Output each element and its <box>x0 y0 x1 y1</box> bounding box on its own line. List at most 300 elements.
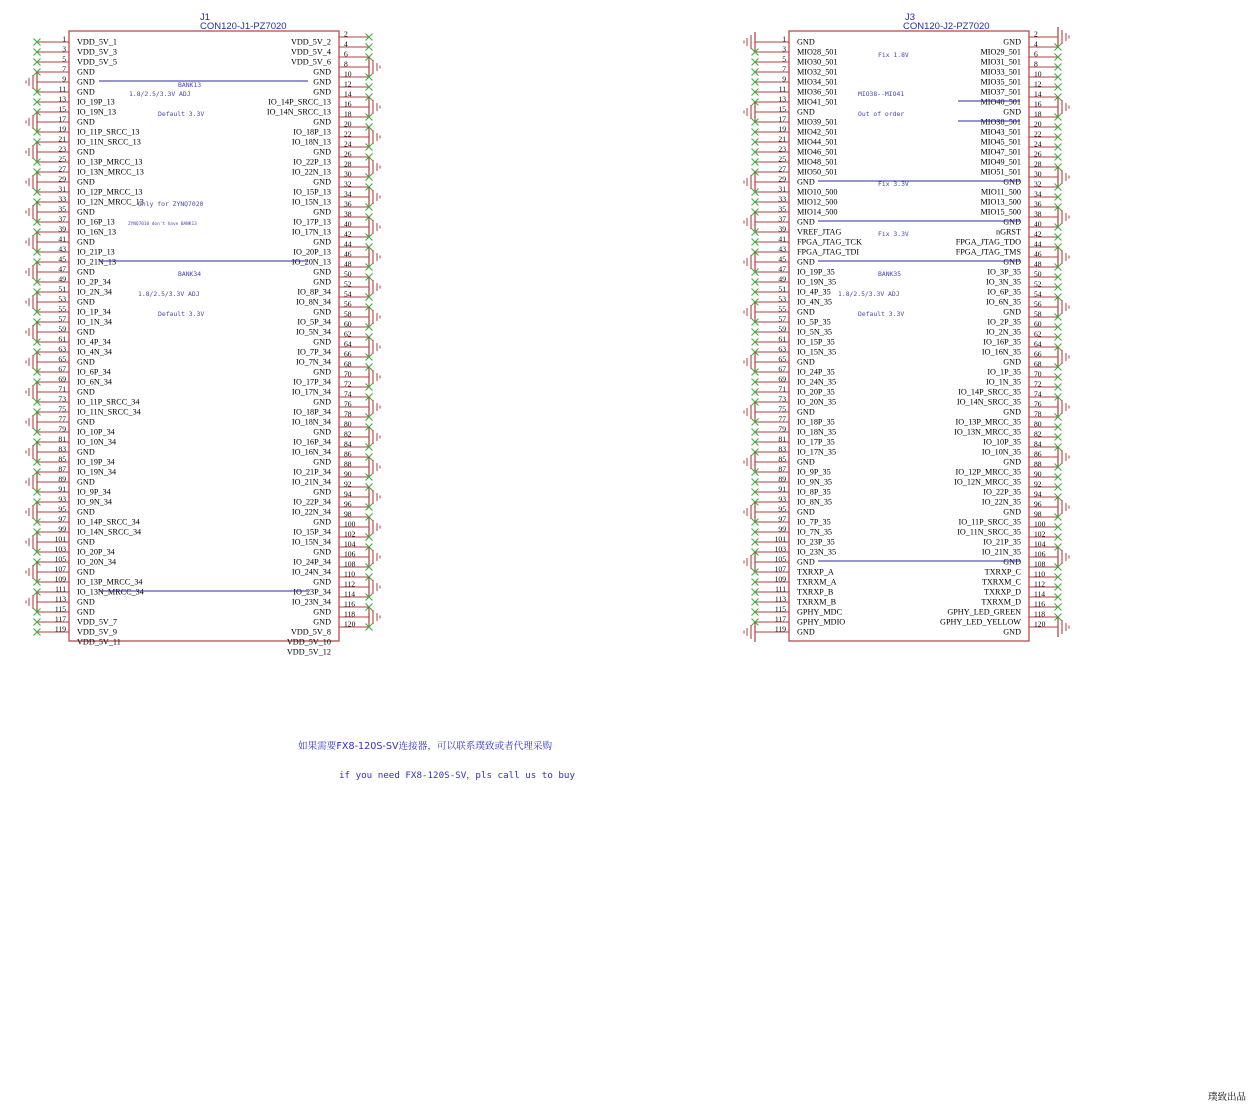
ground-icon <box>26 322 37 342</box>
pin-number: 8 <box>344 59 348 69</box>
pin-name: IO_13P_MRCC_34 <box>77 577 143 587</box>
pin-name: IO_5P_34 <box>297 317 331 327</box>
pin-number: 92 <box>344 479 352 489</box>
pin-number: 55 <box>58 304 66 314</box>
pin-number: 81 <box>778 434 786 444</box>
pin-name: GND <box>1003 557 1021 567</box>
pin-name: GND <box>77 267 95 277</box>
pin-name: IO_19P_13 <box>77 97 115 107</box>
pin-number: 55 <box>778 304 786 314</box>
pin-number: 60 <box>1034 319 1042 329</box>
pin-number: 68 <box>1034 359 1042 369</box>
pin-number: 96 <box>344 499 352 509</box>
pin-number: 89 <box>778 474 786 484</box>
pin-name: IO_2N_34 <box>77 287 113 297</box>
pin-number: 42 <box>1034 229 1042 239</box>
pin-name: VDD_5V_7 <box>77 617 118 627</box>
pin-row <box>34 275 111 287</box>
pin-name: VDD_5V_10 <box>286 637 331 647</box>
bank-label: BANK35 <box>878 270 902 278</box>
pin-number: 54 <box>344 289 352 299</box>
pin-name: GPHY_MDC <box>797 607 843 617</box>
pin-name: GND <box>313 457 331 467</box>
ground-icon <box>369 337 380 357</box>
pin-name: GPHY_LED_GREEN <box>947 607 1021 617</box>
pin-number: 61 <box>778 334 786 344</box>
pin-name: IO_17N_35 <box>797 447 837 457</box>
pin-name: IO_17P_34 <box>293 377 331 387</box>
pin-number: 9 <box>782 74 786 84</box>
pin-name: MIO50_501 <box>797 167 838 177</box>
pin-name: IO_20N_34 <box>77 557 117 567</box>
pin-number: 5 <box>782 54 786 64</box>
ground-icon <box>26 232 37 252</box>
pin-name: GND <box>313 617 331 627</box>
pin-number: 103 <box>774 544 786 554</box>
pin-number: 105 <box>774 554 786 564</box>
pin-number: 15 <box>778 104 786 114</box>
pin-name: GND <box>313 427 331 437</box>
pin-name: IO_22N_34 <box>291 507 331 517</box>
pin-name: GND <box>1003 307 1021 317</box>
j3-part-number: CON120-J2-PZ7020 <box>903 21 990 32</box>
pin-name: GND <box>77 77 95 87</box>
pin-number: 74 <box>1034 389 1042 399</box>
pin-number: 51 <box>778 284 786 294</box>
pin-number: 84 <box>344 439 352 449</box>
pin-name: IO_11N_SRCC_34 <box>77 407 141 417</box>
pin-number: 59 <box>778 324 786 334</box>
pin-name: GND <box>77 597 95 607</box>
pin-name: GND <box>77 207 95 217</box>
pin-name: MIO42_501 <box>797 127 838 137</box>
ground-icon <box>26 142 37 162</box>
pin-number: 93 <box>778 494 786 504</box>
pin-name: GPHY_MDIO <box>797 617 846 627</box>
pin-name: IO_23P_34 <box>293 587 331 597</box>
pin-number: 9 <box>62 74 66 84</box>
pin-number: 12 <box>1034 79 1042 89</box>
pin-row <box>293 367 380 387</box>
ground-icon <box>1058 97 1069 117</box>
pin-number: 101 <box>774 534 786 544</box>
pin-number: 106 <box>1034 549 1046 559</box>
voltage-note: Default 3.3V <box>158 310 205 318</box>
pin-number: 98 <box>344 509 352 519</box>
voltage-note: Fix 3.3V <box>878 180 909 188</box>
pin-name: IO_7N_35 <box>797 527 833 537</box>
pin-number: 77 <box>778 414 786 424</box>
pin-name: MIO30_501 <box>797 57 838 67</box>
ground-icon <box>1058 447 1069 467</box>
pin-number: 76 <box>344 399 352 409</box>
pin-name: VDD_5V_3 <box>77 47 118 57</box>
pin-name: IO_11P_SRCC_13 <box>77 127 140 137</box>
pin-row <box>987 307 1061 327</box>
pin-name: IO_20P_13 <box>293 247 331 257</box>
pin-name: GND <box>1003 627 1021 637</box>
pin-number: 39 <box>58 224 66 234</box>
j1-refdes: J1 <box>200 12 211 23</box>
pin-row <box>752 515 831 527</box>
pin-name: TXRXM_D <box>981 597 1021 607</box>
pin-number: 89 <box>58 474 66 484</box>
pin-name: nGRST <box>995 227 1021 237</box>
pin-number: 4 <box>1034 39 1038 49</box>
pin-number: 25 <box>778 154 786 164</box>
pin-number: 67 <box>58 364 66 374</box>
pin-name: GND <box>797 257 815 267</box>
pin-number: 102 <box>1034 529 1046 539</box>
pin-row <box>752 365 835 377</box>
pin-number: 116 <box>344 599 356 609</box>
pin-name: IO_21P_34 <box>293 467 331 477</box>
pin-number: 72 <box>344 379 352 389</box>
ground-icon <box>744 402 755 422</box>
pin-name: IO_15N_35 <box>797 347 837 357</box>
pin-name: GND <box>77 177 95 187</box>
footnote-english: if you need FX8-120S-SV，pls call us to buy <box>339 770 575 781</box>
pin-number: 40 <box>344 219 352 229</box>
pin-number: 78 <box>344 409 352 419</box>
pin-number: 73 <box>778 394 786 404</box>
pin-number: 58 <box>344 309 352 319</box>
pin-number: 24 <box>344 139 352 149</box>
pin-number: 65 <box>58 354 66 364</box>
ground-icon <box>369 547 380 567</box>
pin-name: IO_4N_35 <box>797 297 833 307</box>
pin-number: 49 <box>58 274 66 284</box>
pin-name: IO_17N_34 <box>291 387 331 397</box>
pin-name: IO_5N_35 <box>797 327 833 337</box>
pin-name: MIO51_501 <box>980 167 1021 177</box>
pin-number: 118 <box>1034 609 1046 619</box>
pin-row <box>34 455 115 467</box>
pin-number: 75 <box>58 404 66 414</box>
pin-number: 56 <box>1034 299 1042 309</box>
pin-name: IO_6P_35 <box>987 287 1021 297</box>
pin-name: IO_13P_MRCC_35 <box>955 417 1021 427</box>
pin-number: 69 <box>58 374 66 384</box>
pin-number: 17 <box>778 114 786 124</box>
pin-number: 59 <box>58 324 66 334</box>
pin-name: IO_16N_13 <box>77 227 117 237</box>
ground-icon <box>744 352 755 372</box>
pin-name: MIO35_501 <box>980 77 1021 87</box>
pin-number: 52 <box>344 279 352 289</box>
pin-number: 36 <box>1034 199 1042 209</box>
pin-name: IO_9N_34 <box>77 497 113 507</box>
pin-name: IO_19N_35 <box>797 277 837 287</box>
pin-row <box>287 638 331 647</box>
ground-icon <box>26 442 37 462</box>
pin-number: 63 <box>58 344 66 354</box>
pin-name: GND <box>77 67 95 77</box>
pin-row <box>293 117 372 137</box>
pin-name: IO_2P_35 <box>987 317 1021 327</box>
pin-name: IO_8N_35 <box>797 497 833 507</box>
pin-name: IO_6N_34 <box>77 377 113 387</box>
pin-name: IO_22N_35 <box>981 497 1021 507</box>
pin-name: IO_14N_SRCC_13 <box>266 107 331 117</box>
pin-number: 35 <box>778 204 786 214</box>
pin-number: 31 <box>778 184 786 194</box>
ground-icon <box>744 552 755 572</box>
pin-name: IO_13N_MRCC_13 <box>77 167 144 177</box>
ground-icon <box>1058 297 1069 317</box>
pin-number: 79 <box>58 424 66 434</box>
pin-name: GND <box>77 297 95 307</box>
ground-icon <box>369 277 380 297</box>
pin-name: GND <box>77 567 95 577</box>
pin-number: 85 <box>778 454 786 464</box>
pin-name: GND <box>313 267 331 277</box>
pin-row <box>34 485 111 497</box>
pin-name: GND <box>313 237 331 247</box>
pin-name: GND <box>313 517 331 527</box>
pin-name: GND <box>313 577 331 587</box>
pin-name: IO_20P_35 <box>797 387 835 397</box>
ground-icon <box>26 502 37 522</box>
pin-number: 10 <box>344 69 352 79</box>
ground-icon <box>1058 27 1069 47</box>
pin-name: MIO47_501 <box>980 147 1021 157</box>
pin-row <box>77 638 121 647</box>
voltage-note: 1.8/2.5/3.3V ADJ <box>138 290 200 298</box>
pin-number: 6 <box>1034 49 1038 59</box>
pin-row <box>34 215 115 227</box>
pin-name: IO_21P_35 <box>983 537 1021 547</box>
pin-number: 115 <box>54 604 66 614</box>
pin-number: 22 <box>344 129 352 139</box>
pin-row <box>980 107 1062 127</box>
pin-row <box>293 517 380 537</box>
pin-number: 6 <box>344 49 348 59</box>
ground-icon <box>26 202 37 222</box>
pin-name: MIO13_500 <box>980 197 1021 207</box>
pin-number: 87 <box>58 464 66 474</box>
pin-number: 11 <box>58 84 66 94</box>
pin-name: FPGA_JTAG_TMS <box>955 247 1021 257</box>
pin-name: IO_16N_34 <box>291 447 331 457</box>
pin-row <box>34 615 118 627</box>
pin-name: GND <box>77 417 95 427</box>
ground-icon <box>369 487 380 507</box>
pin-name: MIO33_501 <box>980 67 1021 77</box>
voltage-note: 1.8/2.5/3.3V ADJ <box>129 90 191 98</box>
pin-name: FPGA_JTAG_TCK <box>797 237 862 247</box>
pin-number: 37 <box>778 214 786 224</box>
pin-name: IO_1P_34 <box>77 307 111 317</box>
pin-number: 92 <box>1034 479 1042 489</box>
pin-name: IO_21N_34 <box>291 477 331 487</box>
ground-icon <box>744 212 755 232</box>
pin-number: 10 <box>1034 69 1042 79</box>
pin-number: 83 <box>58 444 66 454</box>
pin-number: 50 <box>344 269 352 279</box>
pin-number: 94 <box>1034 489 1042 499</box>
pin-number: 120 <box>1034 619 1046 629</box>
pin-name: IO_19P_35 <box>797 267 835 277</box>
pin-number: 107 <box>774 564 786 574</box>
pin-number: 14 <box>344 89 352 99</box>
ground-icon <box>369 97 380 117</box>
pin-name: GND <box>313 87 331 97</box>
pin-name: IO_8P_34 <box>297 287 331 297</box>
pin-number: 23 <box>58 144 66 154</box>
pin-number: 13 <box>58 94 66 104</box>
device-note: Only for ZYNQ7020 <box>138 200 204 208</box>
pin-name: IO_14P_SRCC_35 <box>958 387 1021 397</box>
pin-name: GND <box>313 67 331 77</box>
pin-name: VREF_JTAG <box>797 227 842 237</box>
pin-number: 71 <box>58 384 66 394</box>
ground-icon <box>369 157 380 177</box>
pin-row <box>752 115 838 127</box>
pin-name: IO_24P_34 <box>293 557 331 567</box>
pin-name: IO_6P_34 <box>77 367 111 377</box>
pin-number: 61 <box>58 334 66 344</box>
pin-number: 43 <box>778 244 786 254</box>
pin-row <box>34 335 111 347</box>
pin-number: 32 <box>344 179 352 189</box>
pin-name: MIO46_501 <box>797 147 838 157</box>
pin-row <box>290 617 373 637</box>
pin-name: GND <box>313 147 331 157</box>
ground-icon <box>744 452 755 472</box>
pin-number: 101 <box>54 534 66 544</box>
pin-name: VDD_5V_4 <box>290 47 331 57</box>
pin-number: 96 <box>1034 499 1042 509</box>
pin-name: GND <box>1003 457 1021 467</box>
pin-number: 80 <box>1034 419 1042 429</box>
ground-icon <box>26 72 37 92</box>
pin-name: IO_12P_MRCC_35 <box>955 467 1021 477</box>
pin-name: IO_15P_13 <box>293 187 331 197</box>
pin-number: 53 <box>58 294 66 304</box>
pin-number: 100 <box>344 519 356 529</box>
pin-number: 33 <box>58 194 66 204</box>
ground-icon <box>369 577 380 597</box>
pin-name: GND <box>313 307 331 317</box>
pin-name: GND <box>1003 507 1021 517</box>
pin-name: IO_18N_35 <box>797 427 837 437</box>
pin-name: IO_13N_MRCC_35 <box>954 427 1021 437</box>
pin-name: GND <box>1003 107 1021 117</box>
pin-number: 28 <box>1034 159 1042 169</box>
j1-notes <box>128 81 204 318</box>
pin-name: GND <box>77 537 95 547</box>
pin-name: MIO34_501 <box>797 77 838 87</box>
ground-icon <box>26 382 37 402</box>
pin-number: 2 <box>1034 29 1038 39</box>
pin-number: 104 <box>344 539 356 549</box>
pin-number: 57 <box>58 314 66 324</box>
pin-row <box>34 425 115 437</box>
pin-name: VDD_5V_5 <box>77 57 118 67</box>
pin-number: 97 <box>58 514 66 524</box>
pin-number: 1 <box>782 34 786 44</box>
pin-name: FPGA_JTAG_TDI <box>797 247 860 257</box>
pin-number: 15 <box>58 104 66 114</box>
ground-icon <box>1058 167 1069 187</box>
pin-name: TXRXP_C <box>984 567 1021 577</box>
pin-name: IO_17P_13 <box>293 217 331 227</box>
pin-number: 16 <box>344 99 352 109</box>
ground-icon <box>1058 247 1069 267</box>
pin-row <box>752 565 834 577</box>
pin-number: 1 <box>62 34 66 44</box>
pin-name: IO_12N_MRCC_13 <box>77 197 144 207</box>
voltage-note: Fix 1.8V <box>878 51 909 59</box>
pin-name: FPGA_JTAG_TDO <box>955 237 1021 247</box>
pin-name: IO_22N_13 <box>291 167 331 177</box>
pin-name: GND <box>797 107 815 117</box>
pin-number: 28 <box>344 159 352 169</box>
pin-name: GND <box>313 337 331 347</box>
pin-name: IO_14N_SRCC_35 <box>956 397 1021 407</box>
pin-number: 18 <box>1034 109 1042 119</box>
ground-icon <box>369 57 380 77</box>
pin-number: 76 <box>1034 399 1042 409</box>
pin-number: 60 <box>344 319 352 329</box>
pin-name: GND <box>797 177 815 187</box>
pin-name: GND <box>797 217 815 227</box>
ground-icon <box>26 292 37 312</box>
pin-name: MIO49_501 <box>980 157 1021 167</box>
ground-icon <box>1058 547 1069 567</box>
pin-number: 73 <box>58 394 66 404</box>
pin-name: MIO43_501 <box>980 127 1021 137</box>
pin-name: GND <box>313 77 331 87</box>
pin-number: 17 <box>58 114 66 124</box>
pin-name: IO_14N_SRCC_34 <box>77 527 142 537</box>
pin-name: IO_16P_13 <box>77 217 115 227</box>
pin-name: IO_19N_13 <box>77 107 117 117</box>
pin-number: 8 <box>1034 59 1038 69</box>
ground-icon <box>369 427 380 447</box>
pin-name: GND <box>313 367 331 377</box>
pin-name: GND <box>77 477 95 487</box>
ground-icon <box>744 252 755 272</box>
pin-row <box>752 465 831 477</box>
pin-number: 19 <box>58 124 66 134</box>
pin-name: MIO31_501 <box>980 57 1021 67</box>
pin-row <box>984 557 1062 577</box>
corner-credit: 璞致出品 <box>1208 1092 1247 1103</box>
pin-name: GND <box>1003 37 1021 47</box>
pin-number: 83 <box>778 444 786 454</box>
pin-number: 65 <box>778 354 786 364</box>
ground-icon <box>26 352 37 372</box>
pin-name: GND <box>77 507 95 517</box>
pin-number: 19 <box>778 124 786 134</box>
pin-number: 63 <box>778 344 786 354</box>
pin-name: MIO28_501 <box>797 47 838 57</box>
pin-name: TXRXP_D <box>984 587 1021 597</box>
pin-name: IO_24N_35 <box>797 377 837 387</box>
ground-icon <box>26 472 37 492</box>
pin-number: 46 <box>344 249 352 259</box>
pin-name: MIO39_501 <box>797 117 838 127</box>
pin-name: IO_16N_35 <box>981 347 1021 357</box>
pin-name: IO_22P_13 <box>293 157 331 167</box>
voltage-note: Default 3.3V <box>858 310 905 318</box>
j3-pin-list <box>744 27 1069 642</box>
ground-icon <box>1058 617 1069 637</box>
pin-row <box>293 547 380 567</box>
pin-number: 3 <box>782 44 786 54</box>
